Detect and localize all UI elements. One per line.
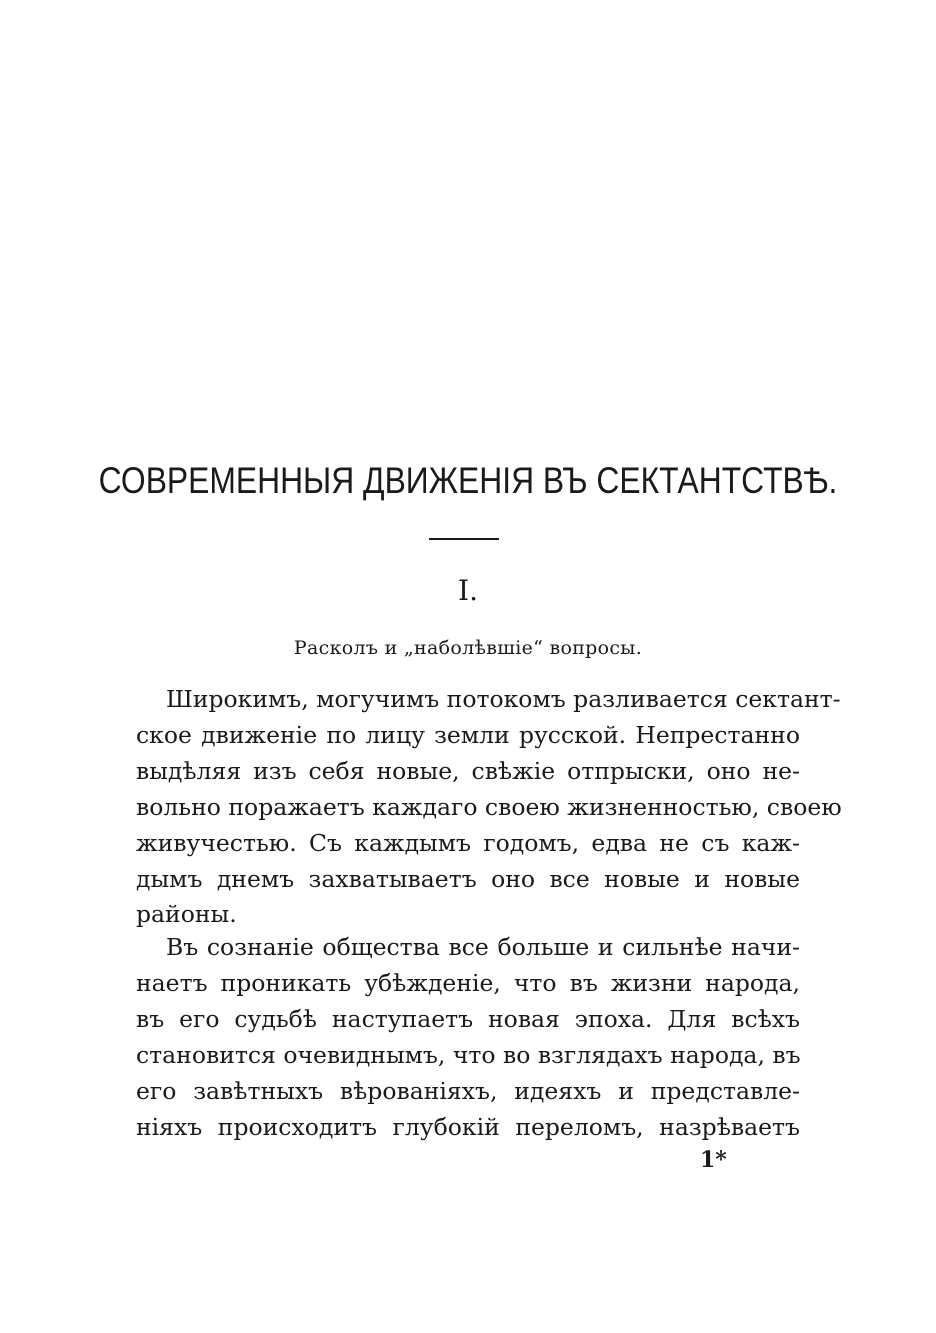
- text-line: наетъ проникать убѣжденіе, что въ жизни народа,: [136, 969, 800, 997]
- chapter-subtitle: Расколъ и „наболѣвшіе“ вопросы.: [293, 637, 643, 659]
- title-divider: [429, 538, 499, 540]
- text-line: живучестью. Съ каждымъ годомъ, едва не съ каж-: [136, 829, 800, 857]
- text-line: ское движеніе по лицу земли русской. Непрестанно: [136, 721, 800, 749]
- text-line: районы.: [136, 900, 237, 928]
- text-line: вольно поражаетъ каждаго своею жизненностью, своею: [136, 793, 842, 821]
- page-title: СОВРЕМЕННЫЯ ДВИЖЕНІЯ ВЪ СЕКТАНТСТВѢ.: [98, 460, 838, 501]
- text-line: дымъ днемъ захватываетъ оно все новые и новые: [136, 865, 800, 893]
- text-line: ніяхъ происходитъ глубокій переломъ, назрѣваетъ: [136, 1113, 800, 1141]
- text-line: выдѣляя изъ себя новые, свѣжіе отпрыски, оно не-: [136, 757, 800, 785]
- text-line: Въ сознаніе общества все больше и сильнѣе начи-: [166, 933, 800, 961]
- text-line: въ его судьбѣ наступаетъ новая эпоха. Для всѣхъ: [136, 1005, 800, 1033]
- text-line: Широкимъ, могучимъ потокомъ разливается сектант-: [166, 685, 841, 713]
- signature-mark: 1*: [700, 1147, 727, 1173]
- text-line: становится очевиднымъ, что во взглядахъ народа, въ: [136, 1041, 801, 1069]
- chapter-number: I.: [458, 574, 478, 607]
- text-line: его завѣтныхъ вѣрованіяхъ, идеяхъ и представле-: [136, 1077, 800, 1105]
